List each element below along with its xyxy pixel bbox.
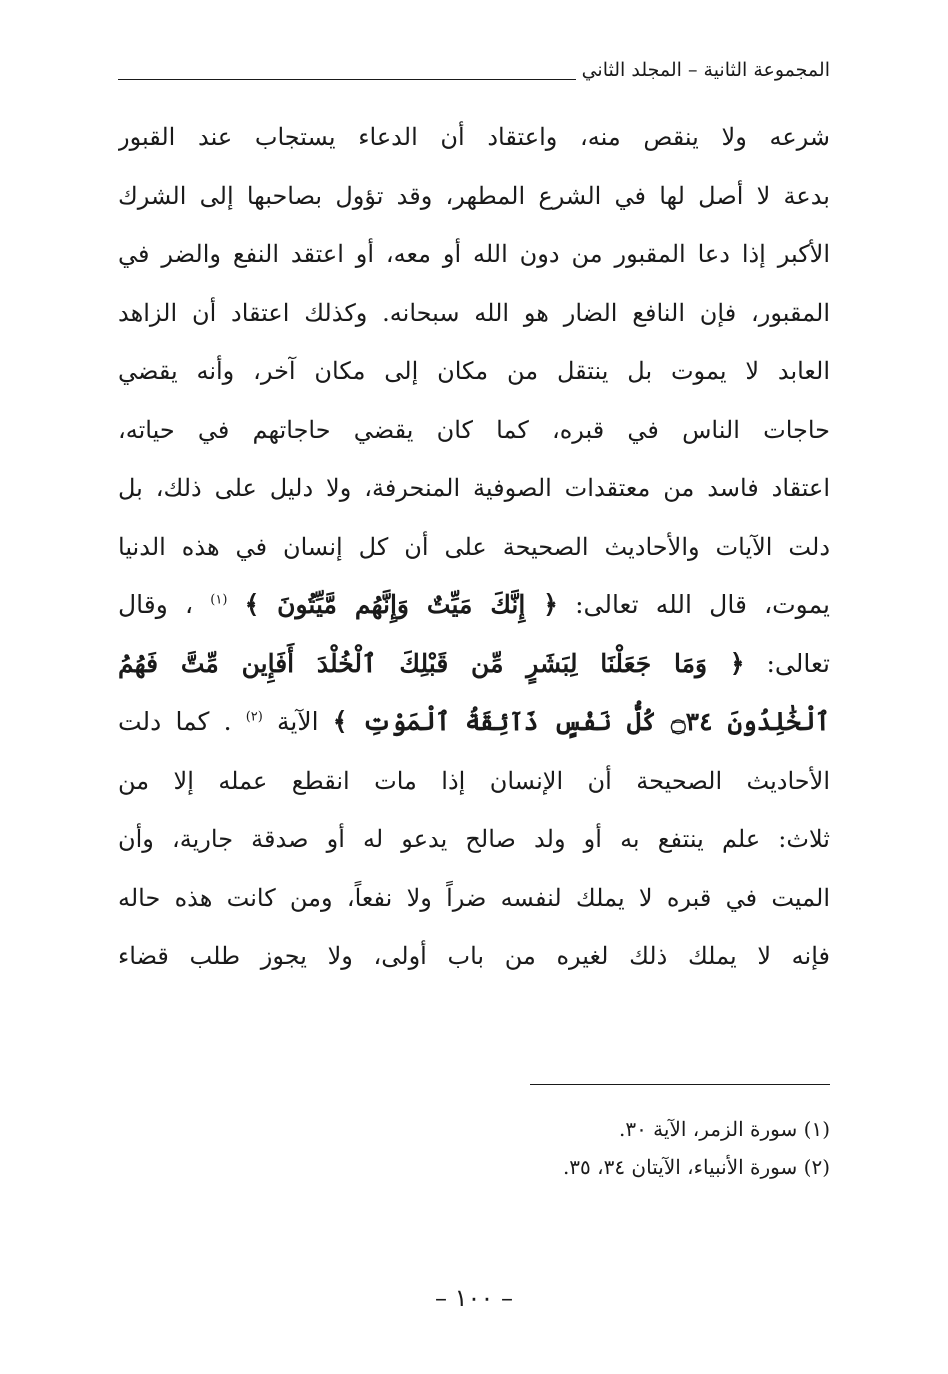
quran-verse: ﴿ وَمَا جَعَلْنَا لِبَشَرٍ مِّن قَبْلِكَ ٱلْخُلْدَ أَفَإِين مِّتَّ فَهُمُ <box>118 648 745 678</box>
running-header-title: المجموعة الثانية – المجلد الثاني <box>581 59 830 81</box>
text-line: الأحاديث الصحيحة أن الإنسان إذا مات انقطع عمله إلا من <box>118 766 830 795</box>
text-line: المقبور، فإن النافع الضار هو الله سبحانه. وكذلك اعتقاد أن الزاهد <box>118 298 830 327</box>
verse-trailing-text: ، وقال <box>118 590 194 619</box>
quran-verse: ﴿ إِنَّكَ مَيِّتٌ وَإِنَّهُم مَّيِّتُونَ ﴾ <box>244 590 558 619</box>
footnote-divider <box>530 1084 830 1085</box>
verse-intro-text: يموت، قال الله تعالى: <box>557 590 830 619</box>
running-header <box>118 52 830 86</box>
text-line: بدعة لا أصل لها في الشرع المطهر، وقد تؤول بصاحبها إلى الشرك <box>118 181 830 210</box>
text-line: اعتقاد فاسد من معتقدات الصوفية المنحرفة، ولا دليل على ذلك، بل <box>118 474 830 502</box>
header-rule <box>118 79 576 80</box>
verse-trailing-text: . كما دلت <box>118 707 232 736</box>
main-text <box>118 108 830 986</box>
text-line: شرعه ولا ينقص منه، واعتقاد أن الدعاء يستجاب عند القبور <box>118 123 830 151</box>
text-line: الأكبر إذا دعا المقبور من دون الله أو معه، أو اعتقد النفع والضر في <box>118 240 830 268</box>
text-line: الميت في قبره لا يملك لنفسه ضراً ولا نفعاً، ومن كانت هذه حاله <box>118 883 830 912</box>
footnotes <box>118 1110 830 1186</box>
verse-line <box>118 693 830 752</box>
footnote-ref: (١) <box>210 592 228 608</box>
text-line: حاجات الناس في قبره، كما كان يقضي حاجاتهم في حياته، <box>118 415 830 444</box>
footnote: (١) سورة الزمر، الآية ٣٠. <box>618 1117 830 1141</box>
text-line: فإنه لا يملك ذلك لغيره من باب أولى، ولا يجوز طلب قضاء <box>118 942 830 970</box>
page-number: – ١٠٠ – <box>435 1284 513 1312</box>
verse-line <box>118 576 830 635</box>
verse-middle-text: الآية <box>277 707 319 736</box>
text-line: دلت الآيات والأحاديث الصحيحة على أن كل إنسان في هذه الدنيا <box>118 532 830 561</box>
verse-intro-text: تعالى: <box>744 648 830 678</box>
footnote-ref: (٢) <box>245 709 263 725</box>
quran-verse: ٱلْخَٰلِدُونَ ۝٣٤ كُلُّ نَفْسٍ ذَآئِقَةُ ٱلْمَوْتِ ﴾ <box>332 707 830 736</box>
footnote: (٢) سورة الأنبياء، الآيتان ٣٤، ٣٥. <box>562 1155 830 1179</box>
text-line: العابد لا يموت بل ينتقل من مكان إلى مكان آخر، وأنه يقضي <box>118 357 830 385</box>
verse-line <box>118 635 830 694</box>
text-line: ثلاث: علم ينتفع به أو ولد صالح يدعو له أو صدقة جارية، وأن <box>118 825 830 853</box>
